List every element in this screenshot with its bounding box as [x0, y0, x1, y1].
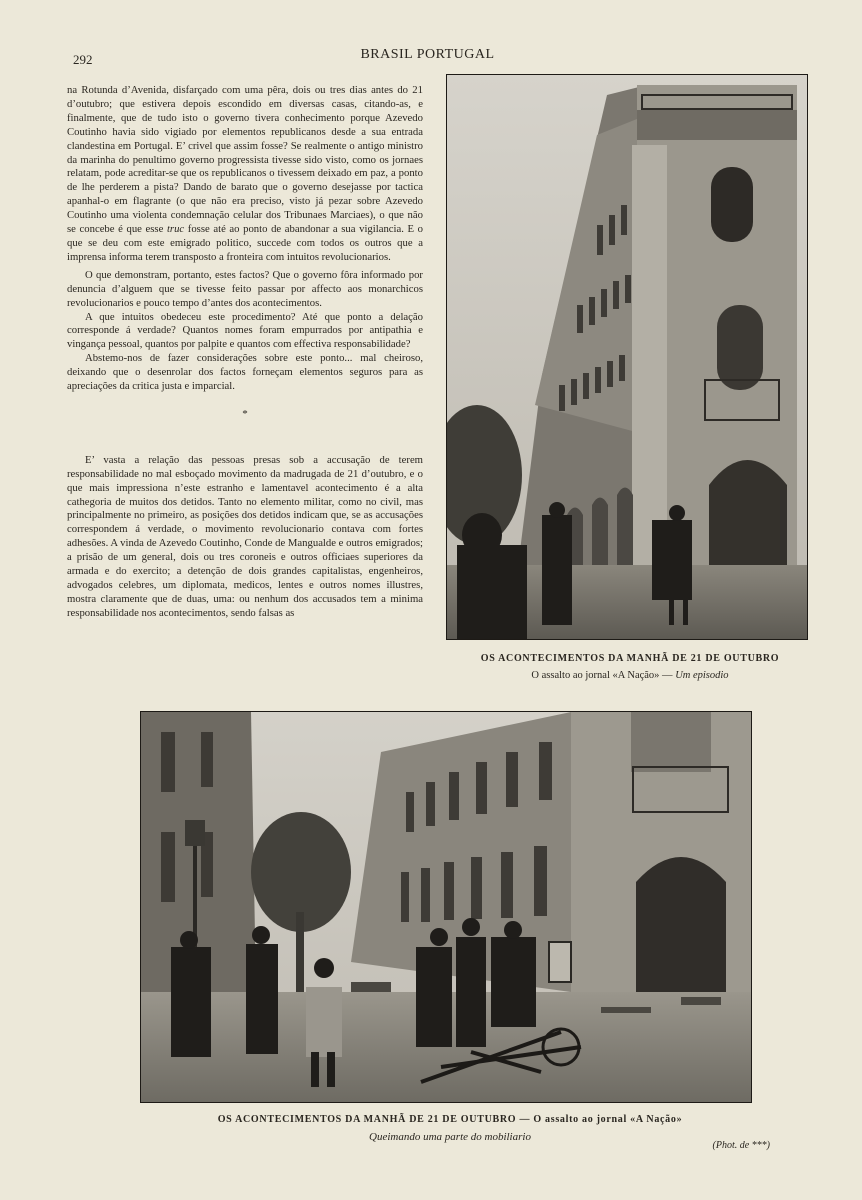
article-paragraph: O que demonstram, portanto, estes factos? Que o governo fôra informado por denuncia d’alguem que se tivesse feito passar por affecto aos monarchicos revolucionarios e pouco tempo d’antes dos acontecimentos.: [67, 268, 423, 309]
photo-burning-furniture: [140, 711, 752, 1103]
article-text-column: [67, 84, 423, 621]
section-separator: *: [242, 407, 248, 420]
photo-building-street-episode: [446, 74, 808, 640]
article-paragraph: E’ vasta a relação das pessoas presas sob a accusação de terem responsabilidade no mal esboçado movimento da madrugada de 21 d’outubro, e o que mais impressiona n’este estranho e lamentavel acontecimento é a alta cathegoria de muitos dos detidos. Tanto no elemento militar, como no civil, mas principalmente no primeiro, as posições dos detidos indicam que, se as accusações correspondem á verdade, o movimento revolucionario contava com fortes adhesões. A vinda de Azevedo Coutinho, Conde de Mangualde e outros emigrados; a prisão de um general, dois ou tres coroneis e outros officiaes superiores da armada e do exercito; a detenção de dois grandes capitalistas, engenheiros, advogados celebres, um diplomata, medicos, lentes e outros nomes illustres, mostra claramente que de duas, uma: ou nenhum dos accusados tem a minima responsabilidade nos acontecimentos, sendo falsas as: [67, 453, 423, 619]
photo-caption-subtitle: Queimando uma parte do mobiliario: [369, 1131, 531, 1143]
running-head: BRASIL PORTUGAL: [360, 47, 495, 62]
page-number: 292: [73, 52, 93, 67]
article-paragraph: na Rotunda d’Avenida, disfarçado com uma pêra, dois ou tres dias antes do 21 d’outubro; que estivera depois escondido em diversas casas, citando-as, e finalmente, que de tudo isto o governo tivera conhecimento porque Azevedo Coutinho havia sido vigiado por elementos republicanos desde a sua entrada clandestina em Portugal. E’ crivel que assim fosse? Se realmente o antigo ministro da marinha do penultimo governo progressista tivesse sido visto, como os jornaes relatam, pode acreditar-se que os republicanos o tivessem deixado em paz, a ponto de lhe perderem a pista? Dando de barato que o governo desejasse por tactica apanhal-o em flagrante (o que não era preciso, visto já pezar sobre Azevedo Coutinho uma violenta condemnação celular dos Tribunaes Marciaes), o que não se concebe é que esse truc fosse até ao ponto de abandonar a sua vigilancia. E o que se deu com este emigrado politico, succede com todos os outros que a imprensa informa terem transposto a fronteira com intuitos revolucionarios.: [67, 84, 424, 263]
photo-credit: (Phot. de ***): [712, 1140, 770, 1151]
article-paragraph: Abstemo-nos de fazer considerações sobre este ponto... mal cheiroso, deixando que o desenrolar dos factos forneçam elementos seguros para as apreciações da critica justa e imparcial.: [67, 352, 423, 393]
photo-caption-title: OS ACONTECIMENTOS DA MANHÃ DE 21 DE OUTUBRO — O assalto ao jornal «A Nação»: [217, 1114, 683, 1125]
photo-caption-subtitle: O assalto ao jornal «A Nação» — Um episodio: [531, 670, 729, 681]
photo-caption-title: OS ACONTECIMENTOS DA MANHÃ DE 21 DE OUTUBRO: [480, 653, 780, 664]
article-paragraph: A que intuitos obedeceu este procedimento? Até que ponto a delação corresponde á verdade? Quantos nomes foram empurrados por antipathia e vingança pessoal, quantos por palpite e quantos com effectiva responsabilidade?: [67, 310, 423, 351]
